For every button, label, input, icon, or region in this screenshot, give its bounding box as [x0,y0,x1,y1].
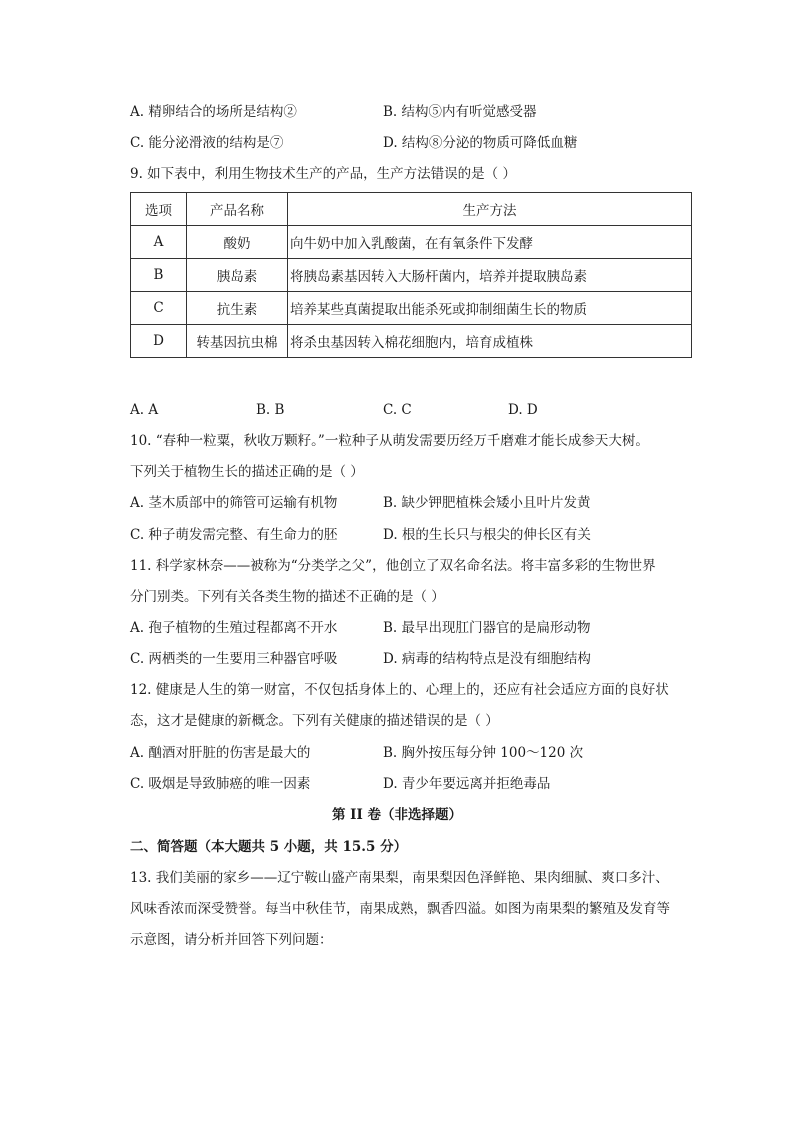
q9-option-d: D. D [508,402,538,418]
table-row [131,259,692,292]
q10-option-d: D. 根的生长只与根尖的伸长区有关 [383,527,591,543]
table-cell-option: A [131,226,187,259]
q12-option-d: D. 青少年要远离并拒绝毒品 [383,776,551,792]
q9-option-c: C. C [383,402,412,418]
table-row [131,325,692,358]
q11-option-a: A. 孢子植物的生殖过程都离不开水 [130,620,338,636]
q11-stem-line2: 分门别类。下列有关各类生物的描述不正确的是（ ） [130,589,445,605]
q11-option-d: D. 病毒的结构特点是没有细胞结构 [383,651,591,667]
section-heading: 二、简答题（本大题共 5 小题，共 15.5 分） [130,839,408,855]
q11-option-b: B. 最早出现肛门器官的是扁形动物 [383,620,591,636]
q12-option-b: B. 胸外按压每分钟 100～120 次 [383,745,584,761]
q10-stem-line2: 下列关于植物生长的描述正确的是（ ） [130,464,364,480]
q11-option-c: C. 两栖类的一生要用三种器官呼吸 [130,651,338,667]
table-row [131,292,692,325]
table-cell-product: 胰岛素 [187,259,288,292]
table-cell-product: 酸奶 [187,226,288,259]
table-header-cell: 选项 [131,193,187,226]
q9-stem: 9. 如下表中，利用生物技术生产的产品，生产方法错误的是（ ） [130,166,516,182]
q13-stem-line1: 13. 我们美丽的家乡——辽宁鞍山盛产南果梨，南果梨因色泽鲜艳、果肉细腻、爽口多汁、 [130,870,669,886]
q12-stem-line1: 12. 健康是人生的第一财富，不仅包括身体上的、心理上的，还应有社会适应方面的良好状 [130,682,669,698]
table-cell-product: 转基因抗虫棉 [187,325,288,358]
q12-option-a: A. 酗酒对肝脏的伤害是最大的 [130,745,311,761]
q13-stem-line3: 示意图，请分析并回答下列问题： [130,932,333,948]
table-cell-method: 将杀虫基因转入棉花细胞内，培育成植株 [288,325,692,358]
table-header-cell: 生产方法 [288,193,692,226]
q8-option-c: C. 能分泌滑液的结构是⑦ [130,135,284,151]
table-cell-option: D [131,325,187,358]
q12-stem-line2: 态，这才是健康的新概念。下列有关健康的描述错误的是（ ） [130,713,499,729]
q13-stem-line2: 风味香浓而深受赞誉。每当中秋佳节，南果成熟，飘香四溢。如图为南果梨的繁殖及发育等 [130,901,670,917]
table-cell-option: C [131,292,187,325]
part2-title: 第 II 卷（非选择题） [331,807,463,823]
q8-option-b: B. 结构⑤内有听觉感受器 [383,104,537,120]
q9-option-a: A. A [130,402,159,418]
q10-option-a: A. 茎木质部中的筛管可运输有机物 [130,495,338,511]
table-cell-method: 向牛奶中加入乳酸菌，在有氧条件下发酵 [288,226,692,259]
table-row [131,226,692,259]
q11-stem-line1: 11. 科学家林奈——被称为“分类学之父”，他创立了双名命名法。将丰富多彩的生物世界 [130,558,656,574]
q10-option-b: B. 缺少钾肥植株会矮小且叶片发黄 [383,495,591,511]
table-cell-method: 将胰岛素基因转入大肠杆菌内，培养并提取胰岛素 [288,259,692,292]
table-cell-option: B [131,259,187,292]
q8-option-a: A. 精卵结合的场所是结构② [130,104,297,120]
q8-option-d: D. 结构⑧分泌的物质可降低血糖 [383,135,578,151]
q12-option-c: C. 吸烟是导致肺癌的唯一因素 [130,776,311,792]
table-header-cell: 产品名称 [187,193,288,226]
table-cell-method: 培养某些真菌提取出能杀死或抑制细菌生长的物质 [288,292,692,325]
table-header-row [131,193,692,226]
q10-stem-line1: 10. “春种一粒粟，秋收万颗籽。”一粒种子从萌发需要历经万千磨难才能长成参天大树。 [130,433,649,449]
q9-table [130,192,692,358]
q9-option-b: B. B [256,402,285,418]
table-cell-product: 抗生素 [187,292,288,325]
q10-option-c: C. 种子萌发需完整、有生命力的胚 [130,527,338,543]
